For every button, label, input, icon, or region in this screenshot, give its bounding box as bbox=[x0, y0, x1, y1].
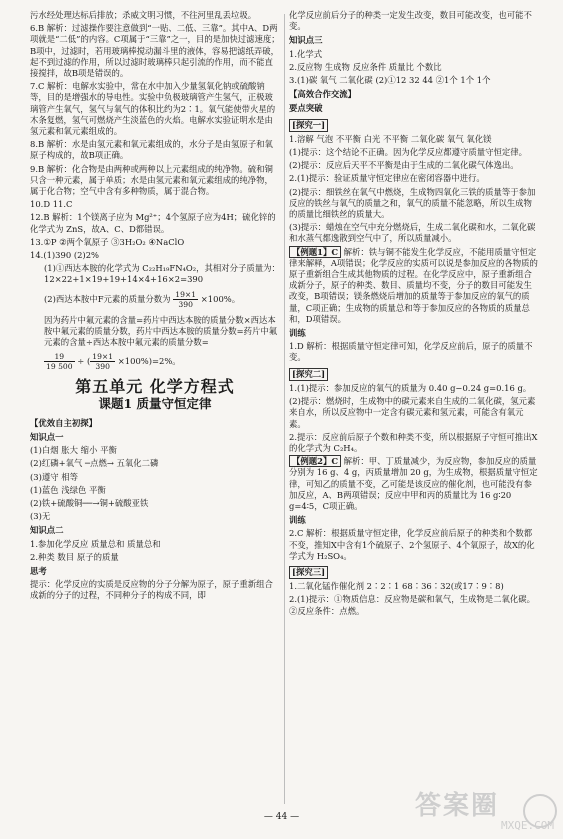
training-line: 1.D 解析：根据质量守恒定律可知，化学反应前后，原子的质量不变。 bbox=[289, 341, 533, 363]
formula-text: ×100%)=2%。 bbox=[117, 356, 181, 367]
left-column bbox=[30, 10, 280, 604]
explore2-line: (2)提示：燃烧时，生成物中的碳元素来自生成的二氧化碳，氢元素来自水，所以反应物中一定含有碳元素和氢元素，可能含有氧元素。 bbox=[289, 396, 536, 429]
kp1-line: (2)红磷+氧气 ─点燃→ 五氧化二磷 bbox=[30, 458, 159, 469]
kp2-line: 1.参加化学反应 质量总和 质量总和 bbox=[30, 538, 161, 549]
column-divider bbox=[284, 14, 285, 804]
section-heading: 【优效自主初探】 bbox=[30, 417, 97, 428]
fraction bbox=[90, 352, 115, 371]
kp1-line: (1)白烟 胀大 缩小 平衡 bbox=[30, 445, 117, 456]
think-text-cont: 化学反应前后分子的种类一定发生改变，数目可能改变，也可能不变。 bbox=[289, 10, 532, 32]
right-column bbox=[289, 10, 539, 619]
answer-text: 污水经处理达标后排放；杀威文明习惯，不往河里乱丢垃圾。 bbox=[30, 10, 257, 20]
explore2-line: 1.(1)提示：参加反应的氧气的质量为 0.40 g−0.24 g=0.16 g。 bbox=[289, 382, 532, 393]
example-label: 【例题1】C bbox=[289, 246, 341, 258]
fraction-denominator: 390 bbox=[178, 299, 193, 309]
answer-14-part2 bbox=[30, 290, 280, 309]
explore3-line: 1.二氧化锰作催化剂 2∶2∶1 68∶36∶32(或17∶9∶8) bbox=[289, 581, 504, 592]
explore1-line: (3)提示：蜡烛在空气中充分燃烧后，生成二氧化碳和水，二氧化碳和水蒸气都逸散到空气中了，所以质量减小。 bbox=[289, 222, 536, 244]
kp1-line: (3)遵守 相等 bbox=[30, 471, 79, 482]
explore-label: [探究一] bbox=[289, 119, 328, 132]
example-1 bbox=[289, 247, 539, 325]
page-number: — 44 — bbox=[263, 812, 300, 822]
knowledge-point-2: 知识点二 bbox=[30, 525, 64, 536]
fraction bbox=[173, 290, 198, 309]
fraction-denominator: 390 bbox=[95, 362, 110, 372]
kp1-line: (3)无 bbox=[30, 511, 51, 522]
operator: ÷ bbox=[77, 356, 85, 367]
example-text: 解析：甲、丁质量减少，为反应物，参加反应的质量分别为 16 g、4 g，丙质量增加 20 g，为生成物，根据质量守恒定律，可知乙的质量不变，乙可能是该反应的催化剂，也可能没有参加反应，A、B两项错误；反应中甲和丙的质量比为 16 g∶20 g=4∶5，C项正确。 bbox=[289, 456, 538, 511]
section-heading: 【高效合作交流】 bbox=[289, 89, 356, 100]
knowledge-point-3: 知识点三 bbox=[289, 35, 323, 46]
kp3-line: 2.反应物 生成物 反应条件 质量比 个数比 bbox=[289, 61, 442, 72]
explore2-line: 2.提示：反应前后原子个数和种类不变，所以根据原子守恒可推出X的化学式为 C₂H₄。 bbox=[289, 431, 538, 453]
answer-13: 13.①P ②两个氧原子 ③3H₂O₂ ④NaClO bbox=[30, 236, 185, 247]
formula-text: ×100%。 bbox=[200, 293, 241, 304]
think-heading: 思考 bbox=[30, 565, 47, 576]
explore-label: [探究三] bbox=[289, 566, 328, 579]
think-text: 提示：化学反应的实质是反应物的分子分解为原子，原子重新组合成新的分子的过程，不同种分子的构成不同，即 bbox=[30, 579, 273, 601]
unit-title: 第五单元 化学方程式 bbox=[75, 377, 235, 397]
answer-14-result: $\frac{19}{19 500}$ ÷ ( $\frac{19\times 1}{390}$ ×100%)=2%。 bbox=[46, 352, 181, 372]
answer-8: 8.B 解析：水是由氢元素和氧元素组成的，水分子是由氢原子和氧原子构成的，故B项正确。 bbox=[30, 139, 273, 161]
answer-10-11: 10.D 11.C bbox=[30, 199, 73, 210]
training-heading: 训练 bbox=[289, 515, 306, 526]
training-heading: 训练 bbox=[289, 328, 306, 339]
explore-label: [探究二] bbox=[289, 368, 328, 381]
kp2-line: 2.种类 数目 原子的质量 bbox=[30, 551, 119, 562]
fraction-numerator: 19 bbox=[44, 352, 75, 362]
watermark-domain: MXQE.COM bbox=[501, 819, 554, 832]
knowledge-point-1: 知识点一 bbox=[30, 431, 64, 442]
lesson-title: 课题1 质量守恒定律 bbox=[98, 396, 212, 412]
explore1-line: 2.(1)提示：验证质量守恒定律应在密闭容器中进行。 bbox=[289, 173, 485, 184]
answer-14-explain: 因为药片中氟元素的含量=药片中西达本胺的质量分数×西达本胺中氟元素的质量分数，药片中西达本胺的质量分数=药片中氟元素的含量÷西达本胺中氟元素的质量分数= bbox=[44, 314, 278, 348]
explore1-line: (2)提示：细铁丝在氧气中燃烧，生成物四氧化三铁的质量等于参加反应的铁丝与氧气的质量之和，氧气的质量不能忽略，所以生成物的质量比细铁丝的质量大。 bbox=[289, 186, 536, 220]
fraction-numerator: 19×1 bbox=[92, 352, 114, 362]
breakthrough-heading: 要点突破 bbox=[289, 103, 323, 114]
fraction-numerator: 19×1 bbox=[175, 289, 197, 299]
explore1-line: (2)提示：反应后天平不平衡是由于生成的二氧化碳气体逸出。 bbox=[289, 160, 519, 171]
explore1-line: (1)提示：这个结论不正确。因为化学反应都遵守质量守恒定律。 bbox=[289, 147, 527, 158]
answer-9: 9.B 解析：化合物是由两种或两种以上元素组成的纯净物。硫和铜只含一种元素，属于单质；水是由氢元素和氧元素组成的纯净物，属于化合物；空气中含有多种物质，属于混合物。 bbox=[30, 163, 273, 197]
training-line: 2.C 解析：根据质量守恒定律，化学反应前后原子的种类和个数都不变，推知X中含有1个硫原子、2个氢原子、4个氧原子，故X的化学式为 H₂SO₄。 bbox=[289, 528, 535, 561]
explore3-line: 2.(1)提示：①物质信息：反应物是碳和氧气，生成物是二氧化碳。②反应条件：点燃。 bbox=[289, 594, 535, 616]
example-2 bbox=[289, 456, 539, 512]
example-text: 解析：铁与铜不能发生化学反应，不能用质量守恒定律来解释，A项错误；化学反应的实质可以说是参加反应的各物质的原子重新组合生成其他物质的过程。在化学反应中，原子重新组合成新分子，原子的种类、数目、质量均不变，分子的数目可能发生改变，B项错误；镁条燃烧后增加的质量等于参加反应的氧气的质量，C项正确；生成物的质量总和等于参加反应的各物质的质量总和，D项错误。 bbox=[289, 246, 538, 324]
explore1-line: 1.溶解 气泡 不平衡 白光 不平衡 二氧化碳 氧气 氧化镁 bbox=[289, 133, 492, 144]
answer-14: 14.(1)390 (2)2% bbox=[30, 250, 99, 261]
kp1-line: (1)蓝色 浅绿色 平衡 bbox=[30, 484, 106, 495]
answer-14-part1: (1)①西达本胺的化学式为 C₂₂H₁₉FN₄O₂，其相对分子质量为：12×22+1×19+19+14×4+16×2=390 bbox=[44, 263, 280, 285]
fraction-denominator: 19 500 bbox=[46, 362, 73, 372]
kp3-line: 1.化学式 bbox=[289, 48, 323, 59]
watermark-text: 答案圈 bbox=[415, 791, 500, 821]
formula-text: (2)西达本胺中F元素的质量分数为 bbox=[44, 293, 171, 304]
answer-12: 12.B 解析：1个镁离子应为 Mg²⁺；4个氢原子应为4H；硫化锌的化学式为 ZnS，故A、C、D都错误。 bbox=[30, 212, 276, 234]
fraction bbox=[44, 352, 75, 371]
example-label: 【例题2】C bbox=[289, 455, 341, 467]
answer-6: 6.B 解析：过滤操作要注意做到“一贴、二低、三靠”。其中A、D两项就是“二低”的内容。C项属于“三靠”之一，目的是加快过滤速度；B项中，过滤时，若用玻璃棒搅动漏斗里的液体，容易把滤纸弄破，起不到过滤的作用，所以过滤时玻璃棒只起引流的作用，而不能直接搅拌，故B项是错误的。 bbox=[30, 23, 280, 79]
kp1-line: (2)铁+硫酸铜──→铜+硫酸亚铁 bbox=[30, 497, 149, 508]
kp3-line: 3.(1)碳 氧气 二氧化碳 (2)①12 32 44 ②1个 1个 1个 bbox=[289, 75, 491, 86]
answer-7: 7.C 解析：电解水实验中，常在水中加入少量氢氧化钠或硫酸钠等，目的是增强水的导电性。实验中负极玻璃管产生氢气，正极玻璃管产生氧气，氢气与氧气的体积比约为2∶1。氧气能使带火星的木条复燃，氢气可燃烧产生淡蓝色的火焰。电解水实验证明水是由氢元素和氧元素组成的。 bbox=[30, 81, 276, 137]
